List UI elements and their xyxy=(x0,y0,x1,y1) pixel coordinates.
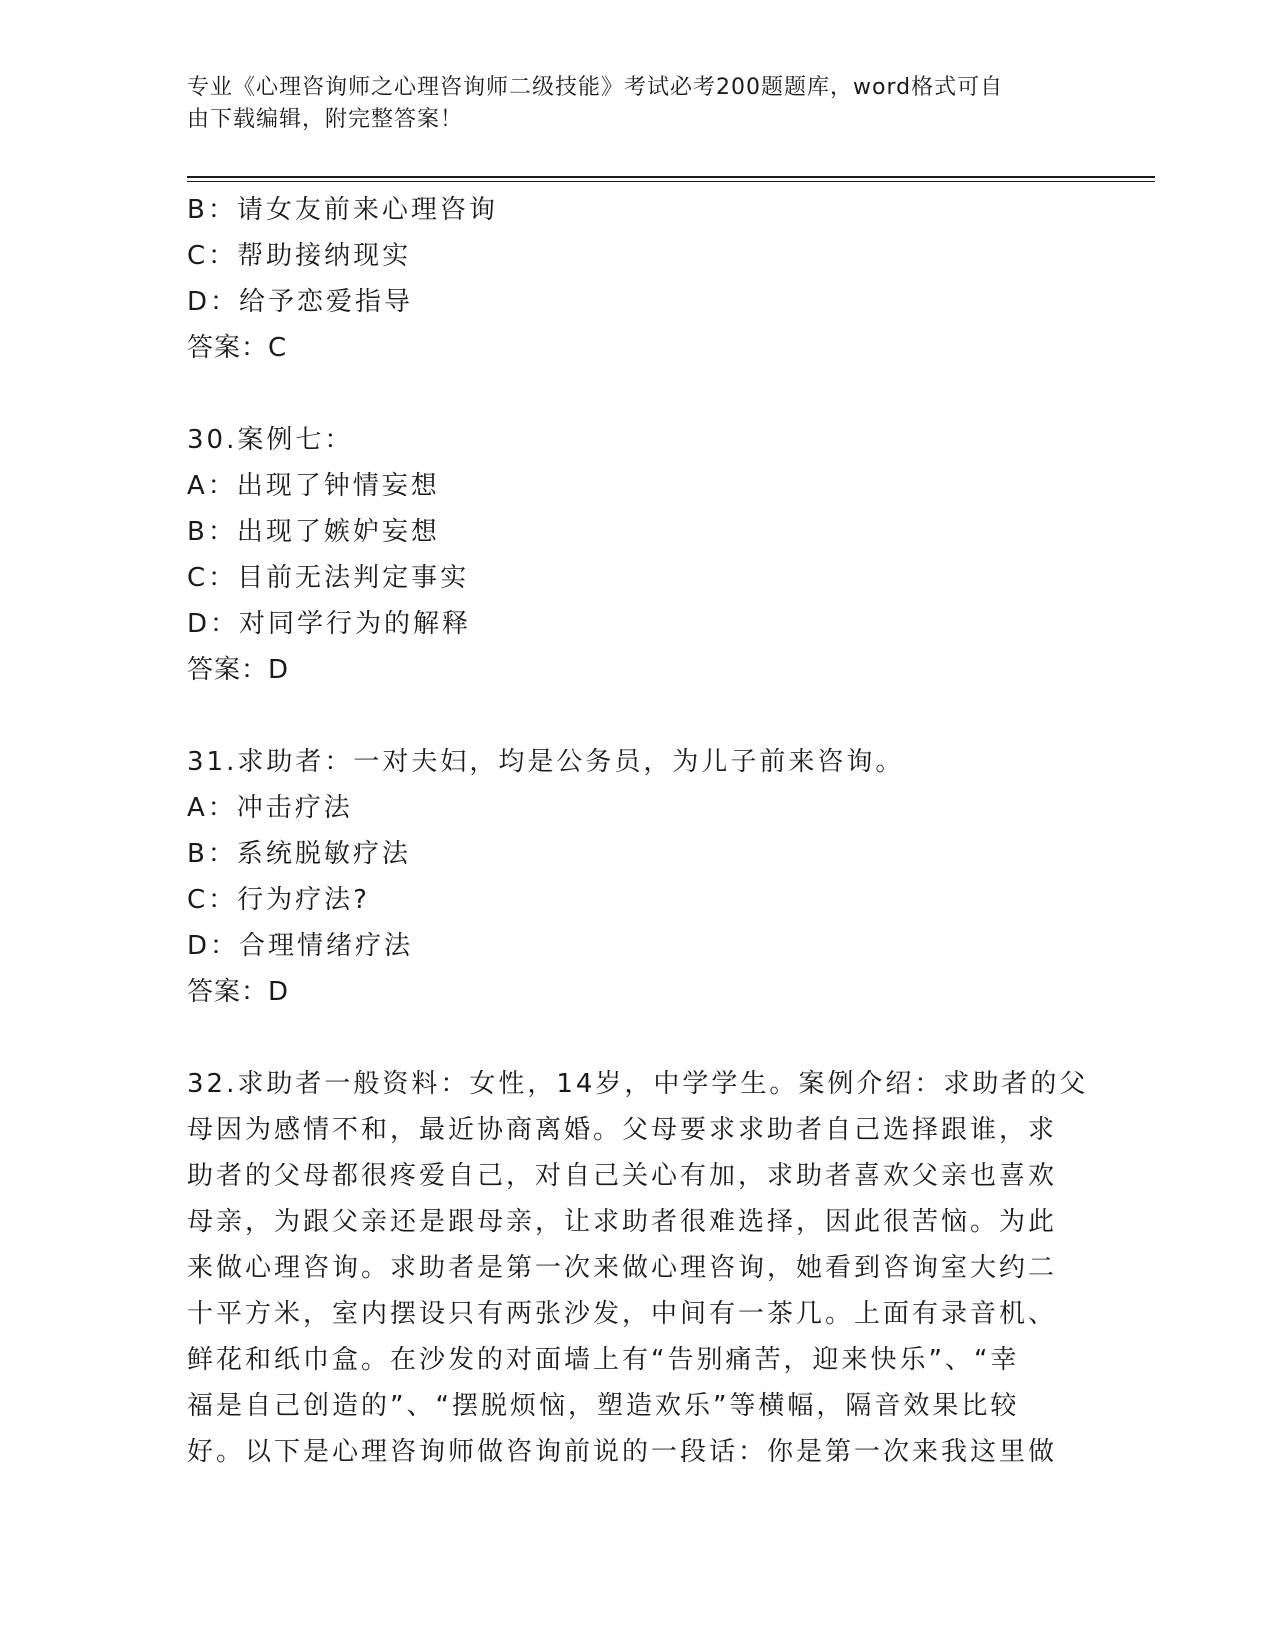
spacer xyxy=(187,1015,1087,1061)
question-29 xyxy=(187,187,1087,371)
question-stem: 30.案例七： xyxy=(187,425,354,455)
option-c: C：帮助接纳现实 xyxy=(187,241,412,271)
option-d: D：给予恋爱指导 xyxy=(187,287,414,317)
question-30 xyxy=(187,417,1087,693)
option-b: B：请女友前来心理咨询 xyxy=(187,195,498,225)
answer-line: 答案：D xyxy=(187,655,290,685)
paragraph-line: 福是自己创造的”、“摆脱烦恼，塑造欢乐”等横幅，隔音效果比较 xyxy=(187,1391,1020,1421)
header-line-1: 专业《心理咨询师之心理咨询师二级技能》考试必考200题题库，word格式可自 xyxy=(187,75,1004,100)
option-a: A：出现了钟情妄想 xyxy=(187,471,440,501)
paragraph-line: 十平方米，室内摆设只有两张沙发，中间有一茶几。上面有录音机、 xyxy=(187,1299,1058,1329)
option-b: B：系统脱敏疗法 xyxy=(187,839,411,869)
header-line-2: 由下载编辑，附完整答案！ xyxy=(187,107,464,132)
answer-line: 答案：D xyxy=(187,977,290,1007)
option-d: D：对同学行为的解释 xyxy=(187,609,472,639)
spacer xyxy=(187,693,1087,739)
paragraph-line: 好。以下是心理咨询师做咨询前说的一段话：你是第一次来我这里做 xyxy=(187,1437,1058,1467)
answer-line: 答案：C xyxy=(187,333,288,363)
header-divider-thick xyxy=(187,176,1155,178)
spacer xyxy=(187,371,1087,417)
paragraph-line: 母因为感情不和，最近协商离婚。父母要求求助者自己选择跟谁，求 xyxy=(187,1115,1058,1145)
option-a: A：冲击疗法 xyxy=(187,793,353,823)
question-32 xyxy=(187,1061,1089,1475)
paragraph-line: 来做心理咨询。求助者是第一次来做心理咨询，她看到咨询室大约二 xyxy=(187,1253,1058,1283)
option-c: C：行为疗法? xyxy=(187,885,370,915)
option-d: D：合理情绪疗法 xyxy=(187,931,414,961)
paragraph-line: 鲜花和纸巾盒。在沙发的对面墙上有“告别痛苦，迎来快乐”、“幸 xyxy=(187,1345,1020,1375)
paragraph-line: 助者的父母都很疼爱自己，对自己关心有加，求助者喜欢父亲也喜欢 xyxy=(187,1161,1058,1191)
document-body xyxy=(187,187,1087,1475)
paragraph-line: 32.求助者一般资料：女性，14岁，中学学生。案例介绍：求助者的父 xyxy=(187,1069,1089,1099)
question-31 xyxy=(187,739,1087,1015)
page-header xyxy=(187,72,1067,136)
paragraph-line: 母亲，为跟父亲还是跟母亲，让求助者很难选择，因此很苦恼。为此 xyxy=(187,1207,1058,1237)
option-b: B：出现了嫉妒妄想 xyxy=(187,517,440,547)
header-divider-thin xyxy=(187,181,1155,182)
option-c: C：目前无法判定事实 xyxy=(187,563,470,593)
question-stem: 31.求助者：一对夫妇，均是公务员，为儿子前来咨询。 xyxy=(187,747,905,777)
